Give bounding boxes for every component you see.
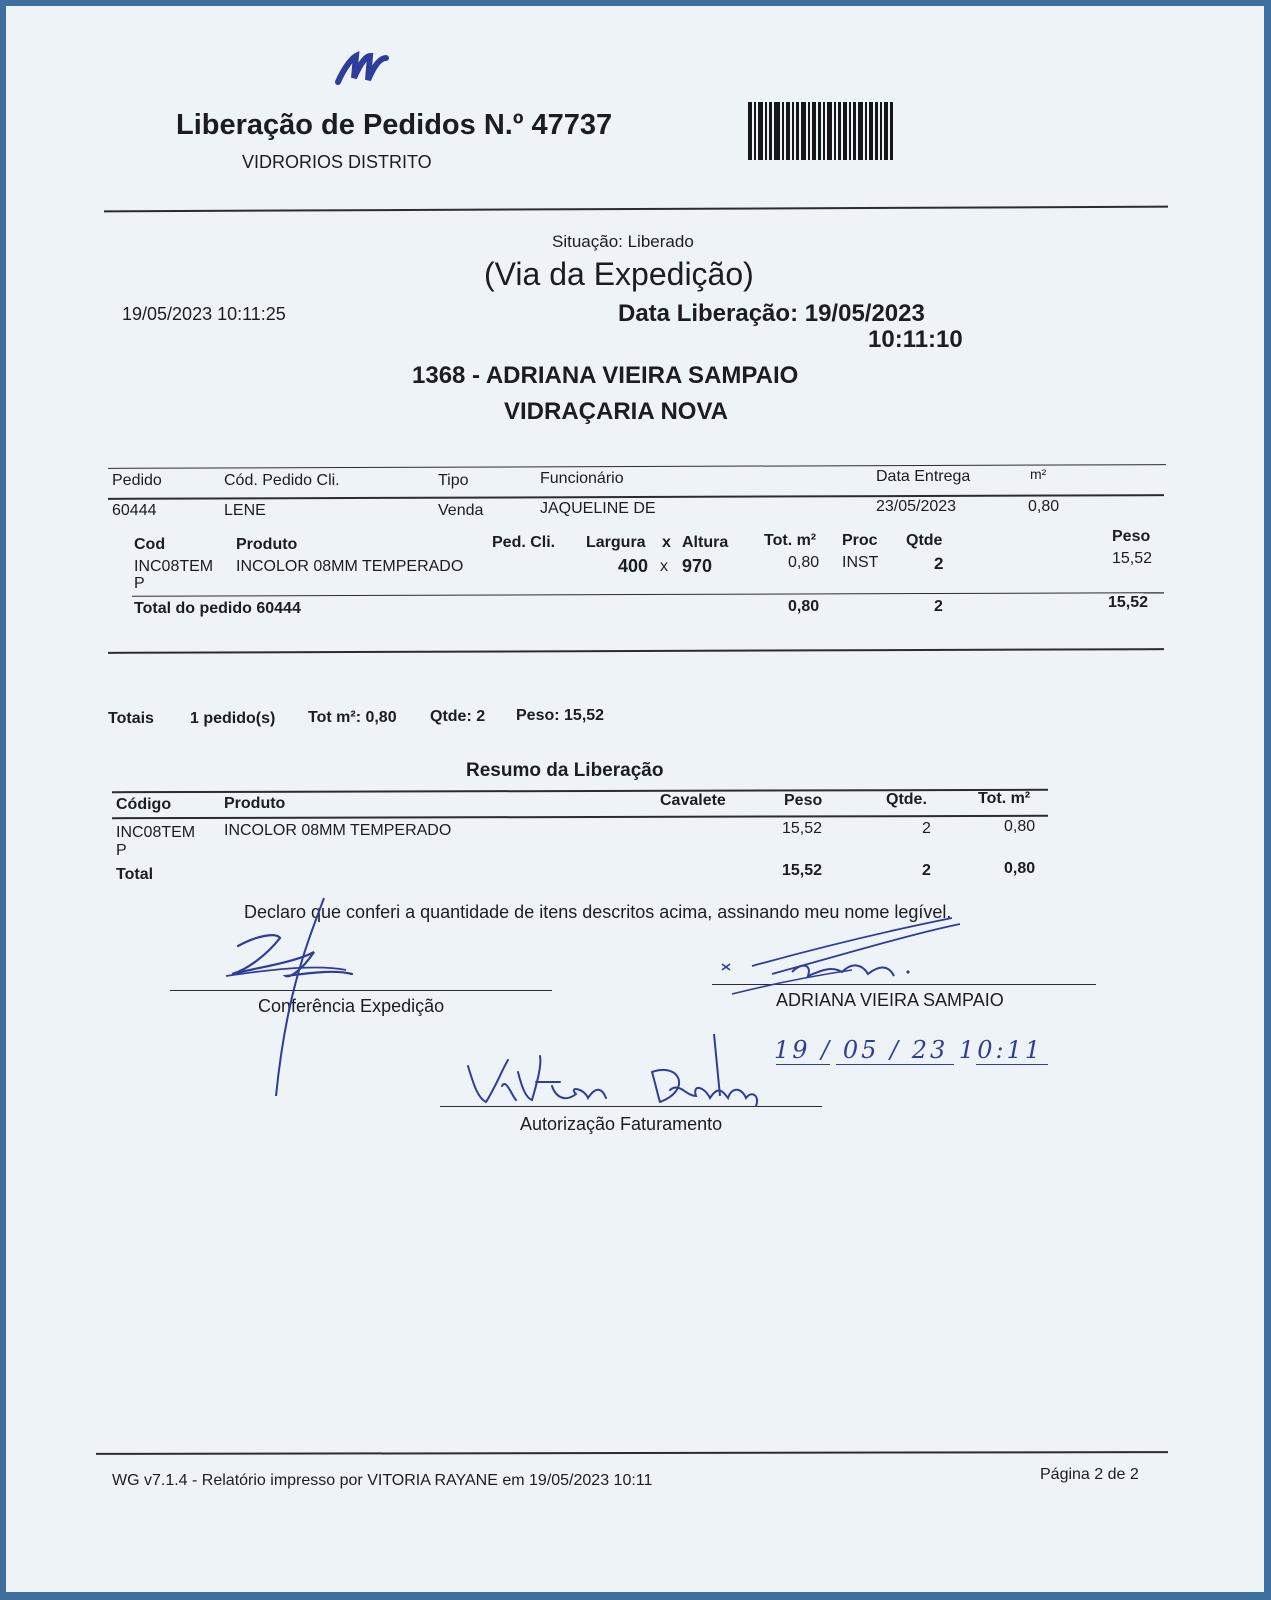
date-underline-month	[836, 1064, 954, 1065]
col-header-entrega: Data Entrega	[876, 468, 971, 485]
summary-total-tot-m2: 0,80	[1004, 860, 1036, 877]
item-header-produto: Produto	[236, 536, 298, 553]
document-title: Liberação de Pedidos N.º 47737	[176, 109, 613, 141]
footer-page: Página 2 de 2	[1040, 1466, 1139, 1483]
company-name: VIDRORIOS DISTRITO	[242, 152, 432, 172]
document-page	[6, 6, 1264, 1592]
summary-header-rule	[112, 815, 1048, 819]
order-table-bottom-rule	[108, 648, 1164, 654]
printed-at: 19/05/2023 10:11:25	[122, 304, 286, 324]
signature-label-conferencia: Conferência Expedição	[258, 996, 445, 1016]
item-largura: 400	[618, 556, 649, 576]
item-cod-line2: P	[134, 575, 145, 592]
order-cod-cli: LENE	[224, 502, 266, 519]
totals-m2: Tot m²: 0,80	[308, 709, 397, 726]
footer-report: WG v7.1.4 - Relatório impresso por VITORIA RAYANE em 19/05/2023 10:11	[112, 1472, 653, 1489]
totals-pedidos: 1 pedido(s)	[190, 710, 276, 727]
summary-qtde: 2	[922, 820, 931, 837]
barcode	[748, 102, 938, 160]
declaration-text: Declaro que conferi a quantidade de itens descritos acima, assinando meu nome legível.	[244, 902, 952, 922]
summary-header-cavalete: Cavalete	[660, 792, 726, 809]
summary-header-produto: Produto	[224, 795, 286, 812]
item-tot-m2: 0,80	[788, 554, 820, 571]
col-header-pedido: Pedido	[112, 472, 162, 489]
header-divider	[104, 206, 1168, 213]
signature-label-autorizacao: Autorização Faturamento	[520, 1114, 723, 1134]
order-funcionario: JAQUELINE DE	[540, 500, 656, 517]
order-pedido: 60444	[112, 502, 157, 519]
item-header-peso: Peso	[1112, 528, 1151, 545]
status-text: Situação: Liberado	[552, 232, 694, 251]
summary-header-tot-m2: Tot. m²	[978, 790, 1031, 807]
col-header-m2: m²	[1030, 466, 1047, 482]
col-header-funcionario: Funcionário	[540, 470, 624, 487]
order-tipo: Venda	[438, 502, 484, 519]
item-x: x	[660, 558, 668, 575]
totals-qtde: Qtde: 2	[430, 708, 486, 725]
footer-rule	[96, 1451, 1168, 1455]
handwritten-date: 19 / 05 / 23 10:11	[774, 1036, 1044, 1064]
order-total-rule	[132, 592, 1164, 597]
item-header-altura: Altura	[682, 534, 729, 551]
summary-peso: 15,52	[782, 820, 823, 837]
summary-codigo-line1: INC08TEM	[116, 824, 196, 841]
summary-header-codigo: Código	[116, 796, 172, 813]
item-header-proc: Proc	[842, 532, 878, 549]
client-name: 1368 - ADRIANA VIEIRA SAMPAIO	[412, 362, 799, 389]
order-total-m2: 0,80	[788, 598, 820, 615]
summary-header-peso: Peso	[784, 792, 823, 809]
col-header-cod-cli: Cód. Pedido Cli.	[224, 472, 340, 489]
date-underline-day	[776, 1064, 830, 1065]
summary-codigo-line2: P	[116, 842, 127, 859]
item-cod-line1: INC08TEM	[134, 558, 214, 575]
handwritten-mark	[334, 48, 394, 88]
item-header-largura: Largura	[586, 534, 646, 551]
order-table-top-rule	[108, 464, 1166, 469]
totals-label: Totais	[108, 710, 154, 727]
release-date-line	[618, 300, 925, 328]
summary-produto: INCOLOR 08MM TEMPERADO	[224, 822, 452, 839]
release-time: 10:11:10	[868, 326, 963, 353]
summary-title: Resumo da Liberação	[466, 760, 664, 781]
item-produto: INCOLOR 08MM TEMPERADO	[236, 558, 464, 575]
signature-conferencia	[206, 886, 386, 1106]
summary-total-qtde: 2	[922, 862, 931, 879]
order-total-label: Total do pedido 60444	[134, 600, 301, 617]
item-qtde: 2	[934, 554, 944, 573]
signature-label-cliente: ADRIANA VIEIRA SAMPAIO	[776, 990, 1004, 1010]
order-entrega: 23/05/2023	[876, 498, 957, 515]
release-date: 19/05/2023	[804, 300, 925, 327]
signature-autorizacao	[456, 1026, 776, 1116]
item-peso: 15,52	[1112, 550, 1153, 567]
release-label: Data Liberação:	[618, 300, 799, 327]
order-total-peso: 15,52	[1108, 594, 1149, 611]
item-header-cod: Cod	[134, 536, 166, 553]
summary-total-peso: 15,52	[782, 862, 823, 879]
col-header-tipo: Tipo	[438, 472, 469, 489]
order-total-qtde: 2	[934, 598, 943, 615]
date-underline-time	[976, 1064, 1048, 1065]
item-header-x: x	[662, 534, 671, 551]
totals-peso: Peso: 15,52	[516, 707, 605, 724]
order-table-header-rule	[108, 494, 1164, 500]
item-header-tot-m2: Tot. m²	[764, 532, 817, 549]
item-header-qtde: Qtde	[906, 532, 943, 549]
client-company: VIDRAÇARIA NOVA	[504, 398, 729, 425]
summary-tot-m2: 0,80	[1004, 818, 1036, 835]
summary-total-label: Total	[116, 866, 154, 883]
summary-header-qtde: Qtde.	[886, 791, 927, 808]
signature-cliente	[712, 914, 972, 1000]
copy-label: (Via da Expedição)	[484, 256, 754, 292]
item-header-ped-cli: Ped. Cli.	[492, 534, 556, 551]
item-proc: INST	[842, 554, 879, 571]
order-m2: 0,80	[1028, 498, 1060, 515]
item-altura: 970	[682, 556, 713, 576]
